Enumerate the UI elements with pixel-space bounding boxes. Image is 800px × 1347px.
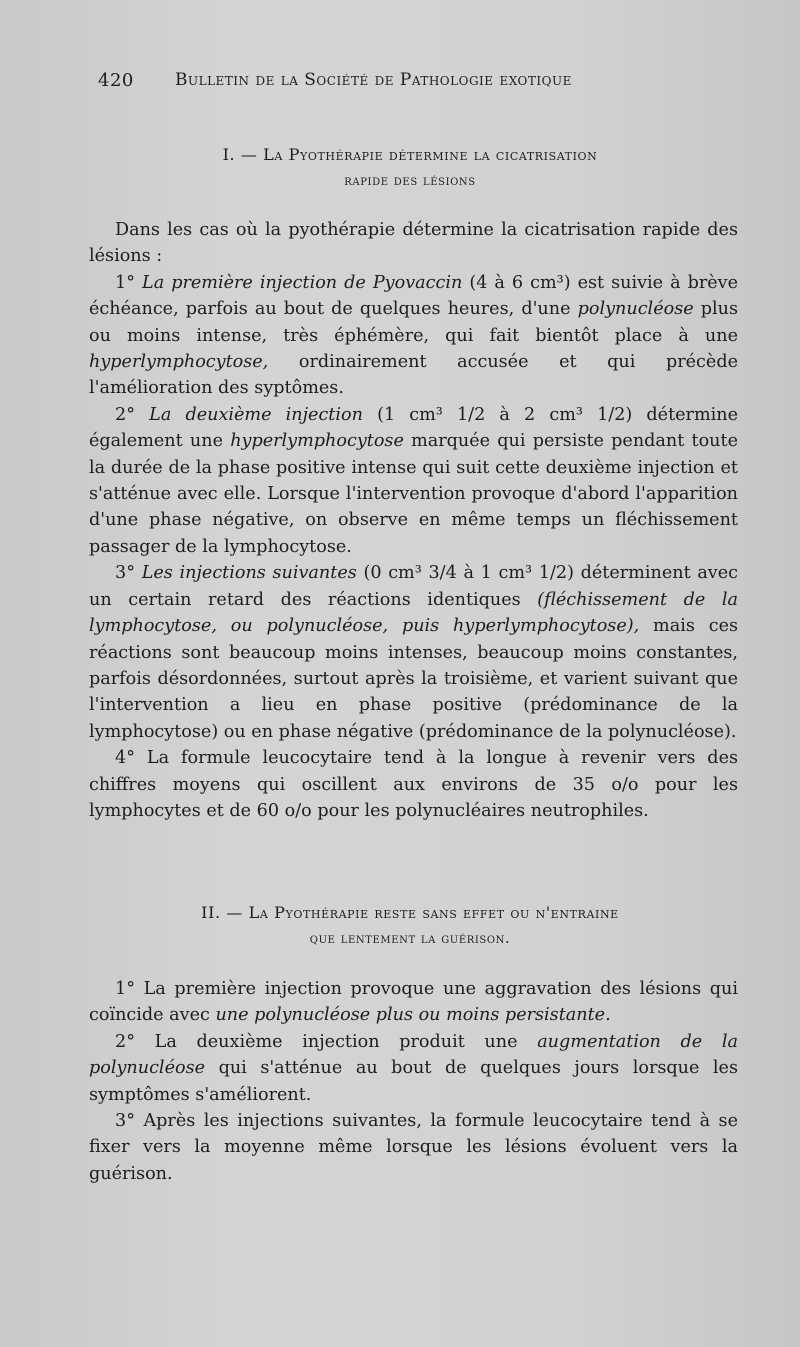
section-1-title-line-2: rapide des lésions (344, 173, 476, 189)
intro-paragraph: Dans les cas où la pyothérapie détermine la cicatrisation rapide des lésions : (89, 220, 738, 267)
paragraph-5: 1° La première injection provoque une aggravation des lésions qui coïncide avec une polynucléose plus ou moins persistante. (89, 979, 738, 1026)
paragraph-2: 2° La deuxième injection (1 cm³ 1/2 à 2 cm³ 1/2) détermine également une hyperlymphocytose marquée qui persiste pendant toute la durée de la phase positive intense qui suit cette deuxième injection et s'atténue avec elle. Lorsque l'intervention provoque d'abord l'apparition d'une phase négative, on observe en même temps un fléchissement passager de la lymphocytose. (89, 404, 739, 557)
section-2-title-line-2: que lentement la guérison. (309, 931, 511, 947)
section-1-title (90, 142, 730, 194)
page-number: 420 (98, 70, 134, 91)
paragraph-7: 3° Après les injections suivantes, la formule leucocytaire tend à se fixer vers la moyenne même lorsque les lésions évoluent vers la guérison. (89, 1111, 738, 1184)
running-title: Bulletin de la Société de Pathologie exotique (175, 70, 572, 90)
section-2-body (89, 976, 738, 1187)
paragraph-6: 2° La deuxième injection produit une augmentation de la polynucléose qui s'atténue au bout de quelques jours lorsque les symptômes s'améliorent. (89, 1031, 739, 1105)
section-1-body (89, 217, 738, 824)
paragraph-3: 3° Les injections suivantes (0 cm³ 3/4 à 1 cm³ 1/2) déterminent avec un certain retard des réactions identiques (fléchissement de la lymphocytose, ou polynucléose, puis hyperlymphocytose), mais ces réactions sont beaucoup moins intenses, beaucoup moins constantes, parfois désordonnées, surtout après la troisième, et varient suivant que l'intervention a lieu en phase positive (prédominance de la lymphocytose) ou en phase négative (prédominance de la polynucléose). (89, 563, 739, 742)
section-2-title-line-1: II. — La Pyothérapie reste sans effet ou n'entraine (201, 903, 619, 922)
running-header (98, 70, 738, 100)
section-2-title (90, 900, 730, 952)
paragraph-1: 1° La première injection de Pyovaccin (4 à 6 cm³) est suivie à brève échéance, parfois au bout de quelques heures, d'une polynucléose plus ou moins intense, très éphémère, qui fait bientôt place à une hyperlymphocytose, ordinairement accusée et qui précède l'amélioration des syptômes. (89, 272, 739, 399)
section-1-title-line-1: I. — La Pyothérapie détermine la cicatrisation (222, 145, 598, 164)
paragraph-4: 4° La formule leucocytaire tend à la longue à revenir vers des chiffres moyens qui oscillent aux environs de 35 o/o pour les lymphocytes et de 60 o/o pour les polynucléaires neutrophiles. (89, 748, 739, 821)
